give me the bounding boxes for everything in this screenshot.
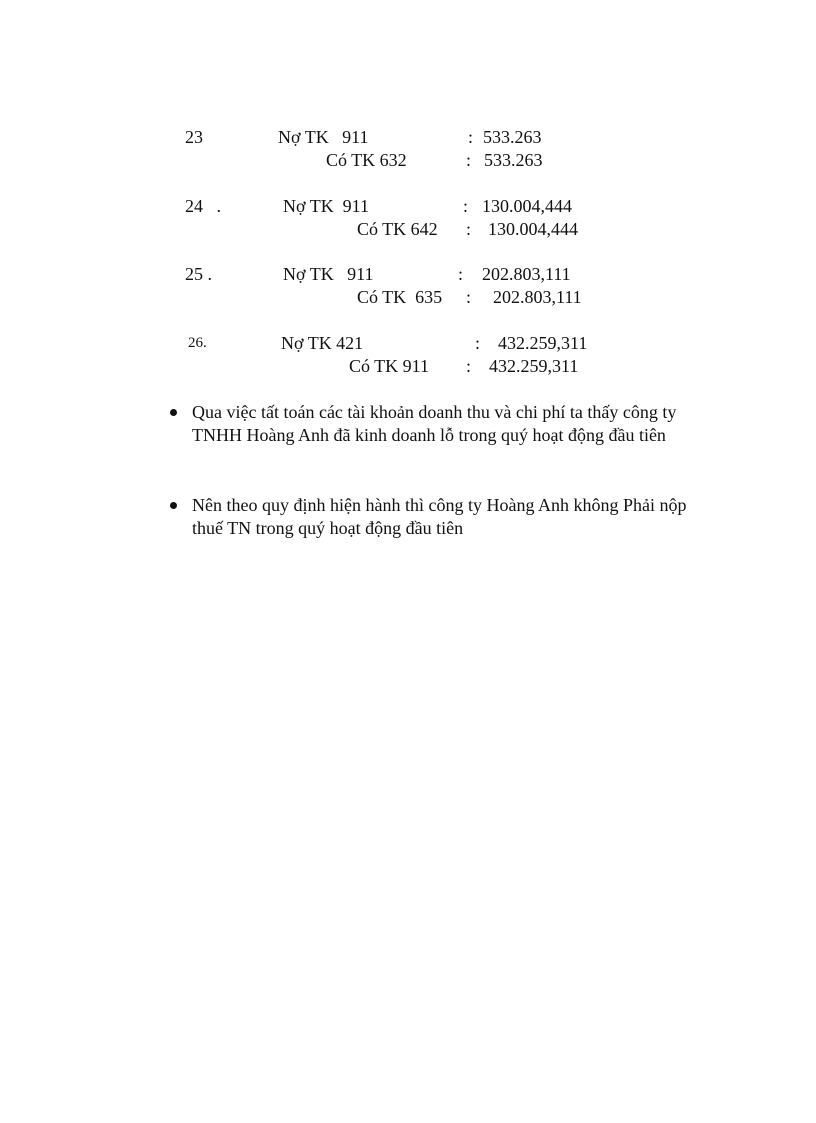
debit-colon: : xyxy=(463,196,469,216)
credit-colon: : xyxy=(466,219,472,239)
bullet-icon xyxy=(170,502,177,509)
debit-colon: : xyxy=(468,127,474,147)
debit-account: Nợ TK 911 xyxy=(283,264,374,284)
debit-account: Nợ TK 421 xyxy=(281,333,364,353)
entry-number: 23 xyxy=(185,127,203,147)
debit-account: Nợ TK 911 xyxy=(283,196,370,216)
bullet-icon xyxy=(170,409,177,416)
debit-amount: 202.803,111 xyxy=(482,264,571,284)
credit-account: Có TK 642 xyxy=(357,219,438,239)
debit-amount: 432.259,311 xyxy=(498,333,588,353)
credit-account: Có TK 911 xyxy=(349,356,430,376)
credit-amount: 130.004,444 xyxy=(488,219,578,239)
bullet-text: Qua việc tất toán các tài khoản doanh thu và chi phí ta thấy công ty TNHH Hoàng Anh đã kinh doanh lỗ trong quý hoạt động đầu tiên xyxy=(192,402,677,445)
entry-number: 25 . xyxy=(185,264,212,284)
debit-account: Nợ TK 911 xyxy=(278,127,369,147)
debit-colon: : xyxy=(458,264,464,284)
credit-amount: 533.263 xyxy=(484,150,543,170)
entry-number: 26. xyxy=(188,335,207,351)
credit-amount: 202.803,111 xyxy=(493,287,582,307)
bullet-text: Nên theo quy định hiện hành thì công ty Hoàng Anh không Phải nộp thuế TN trong quý hoạt động đầu tiên xyxy=(192,495,687,538)
debit-amount: 533.263 xyxy=(483,127,542,147)
debit-amount: 130.004,444 xyxy=(482,196,572,216)
entry-number: 24 . xyxy=(185,196,221,216)
credit-account: Có TK 632 xyxy=(326,150,407,170)
credit-colon: : xyxy=(466,150,472,170)
credit-account: Có TK 635 xyxy=(357,287,443,307)
debit-colon: : xyxy=(475,333,481,353)
credit-colon: : xyxy=(466,356,472,376)
credit-colon: : xyxy=(466,287,472,307)
credit-amount: 432.259,311 xyxy=(489,356,579,376)
